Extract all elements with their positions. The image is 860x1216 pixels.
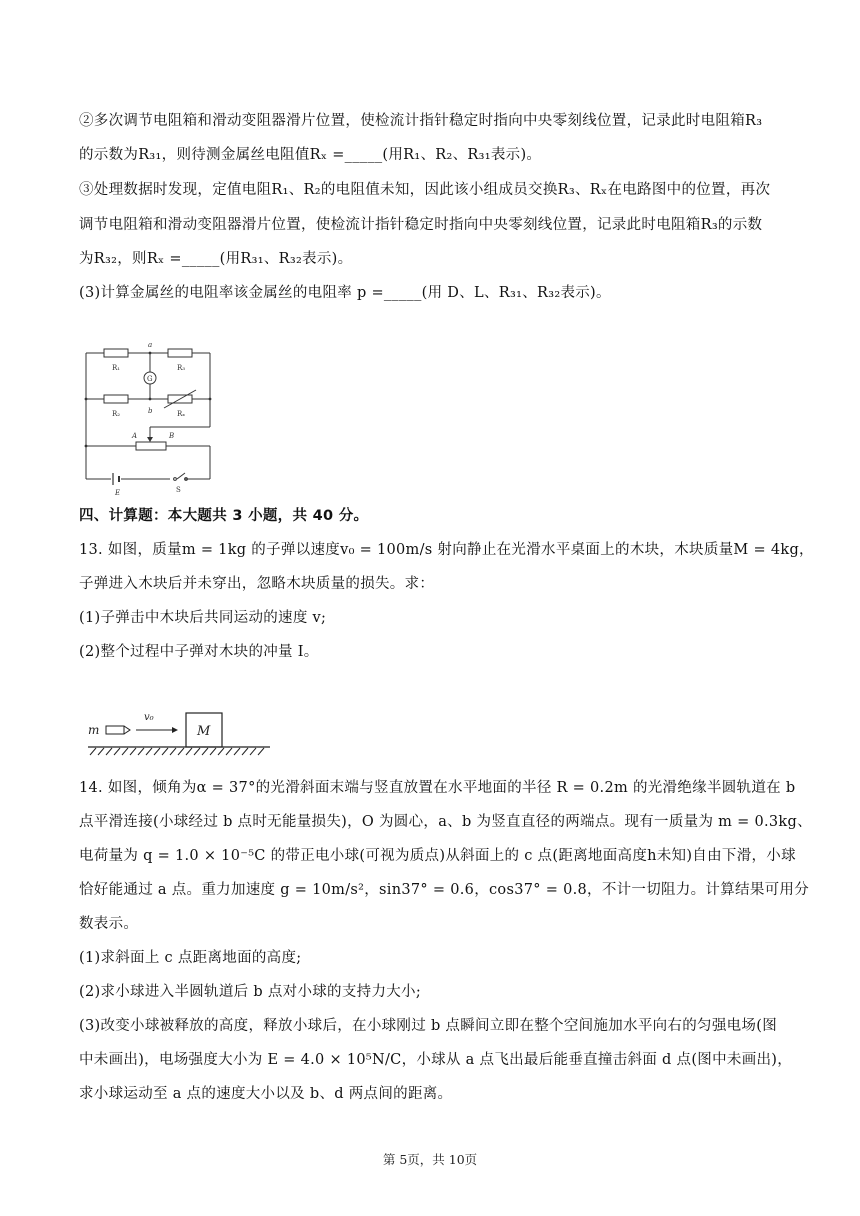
r2-label: R₂ [112,410,121,418]
q13-line-1: 13. 如图，质量m = 1kg 的子弹以速度v₀ = 100m/s 射向静止在光滑水平桌面上的木块，木块质量M = 4kg， [79,542,814,558]
q14-line-5: 数表示。 [79,916,139,932]
slider-b-label: B [169,432,175,440]
r3-label: R₃ [177,364,186,372]
q14-line-6: (1)求斜面上 c 点距离地面的高度; [79,950,302,966]
q14-line-1: 14. 如图，倾角为α = 37°的光滑斜面末端与竖直放置在水平地面的半径 R = 0.2m 的光滑绝缘半圆轨道在 b [79,780,796,796]
node-a-label: a [148,341,153,349]
text-line-4: 调节电阻箱和滑动变阻器滑片位置，使检流计指针稳定时指向中央零刻线位置，记录此时电阻箱R₃的示数 [79,217,763,233]
node-b-label: b [148,407,153,415]
q14-line-10: 求小球运动至 a 点的速度大小以及 b、d 两点间的距离。 [79,1086,453,1102]
q13-line-2: 子弹进入木块后并未穿出，忽略木块质量的损失。求： [79,576,435,592]
bullet-block-figure [84,705,274,761]
slider-a-label: A [132,432,138,440]
text-line-6: (3)计算金属丝的电阻率该金属丝的电阻率 p =_____(用 D、L、R₃₁、R₃₂表示)。 [79,285,611,301]
block-label: M [197,724,211,739]
rx-label: Rₓ [177,410,186,418]
section-heading: 四、计算题：本大题共 3 小题，共 40 分。 [79,508,369,524]
galvanometer-label: G [147,375,153,383]
q14-line-3: 电荷量为 q = 1.0 × 10⁻⁵C 的带正电小球(可视为质点)从斜面上的 c 点(距离地面高度h未知)自由下滑，小球 [79,848,796,864]
q14-line-4: 恰好能通过 a 点。重力加速度 g = 10m/s²，sin37° = 0.6，cos37° = 0.8，不计一切阻力。计算结果可用分 [79,882,810,898]
battery-label: E [115,489,121,497]
q14-line-7: (2)求小球进入半圆轨道后 b 点对小球的支持力大小; [79,984,422,1000]
q14-line-2: 点平滑连接(小球经过 b 点时无能量损失)，O 为圆心，a、b 为竖直直径的两端点。现有一质量为 m = 0.3kg、 [79,814,812,830]
text-line-1: ②多次调节电阻箱和滑动变阻器滑片位置，使检流计指针稳定时指向中央零刻线位置，记录此时电阻箱R₃ [79,113,763,129]
circuit-diagram [80,340,220,500]
text-line-3: ③处理数据时发现，定值电阻R₁、R₂的电阻值未知，因此该小组成员交换R₃、Rₓ在电路图中的位置，再次 [79,182,771,198]
velocity-label: v₀ [144,712,154,723]
q14-line-9: 中未画出)，电场强度大小为 E = 4.0 × 10⁵N/C，小球从 a 点飞出最后能垂直撞击斜面 d 点(图中未画出)， [79,1052,793,1068]
q14-line-8: (3)改变小球被释放的高度，释放小球后，在小球刚过 b 点瞬间立即在整个空间施加水平向右的匀强电场(图 [79,1018,777,1034]
text-line-2: 的示数为R₃₁，则待测金属丝电阻值Rₓ =_____(用R₁、R₂、R₃₁表示)。 [79,147,542,163]
r1-label: R₁ [112,364,121,372]
switch-label: S [176,486,181,494]
bullet-mass-label: m [88,723,100,737]
page-footer: 第 5页，共 10页 [382,1152,478,1167]
q13-line-3: (1)子弹击中木块后共同运动的速度 v; [79,610,327,626]
q13-line-4: (2)整个过程中子弹对木块的冲量 I。 [79,644,319,660]
text-line-5: 为R₃₂，则Rₓ =_____(用R₃₁、R₃₂表示)。 [79,251,353,267]
